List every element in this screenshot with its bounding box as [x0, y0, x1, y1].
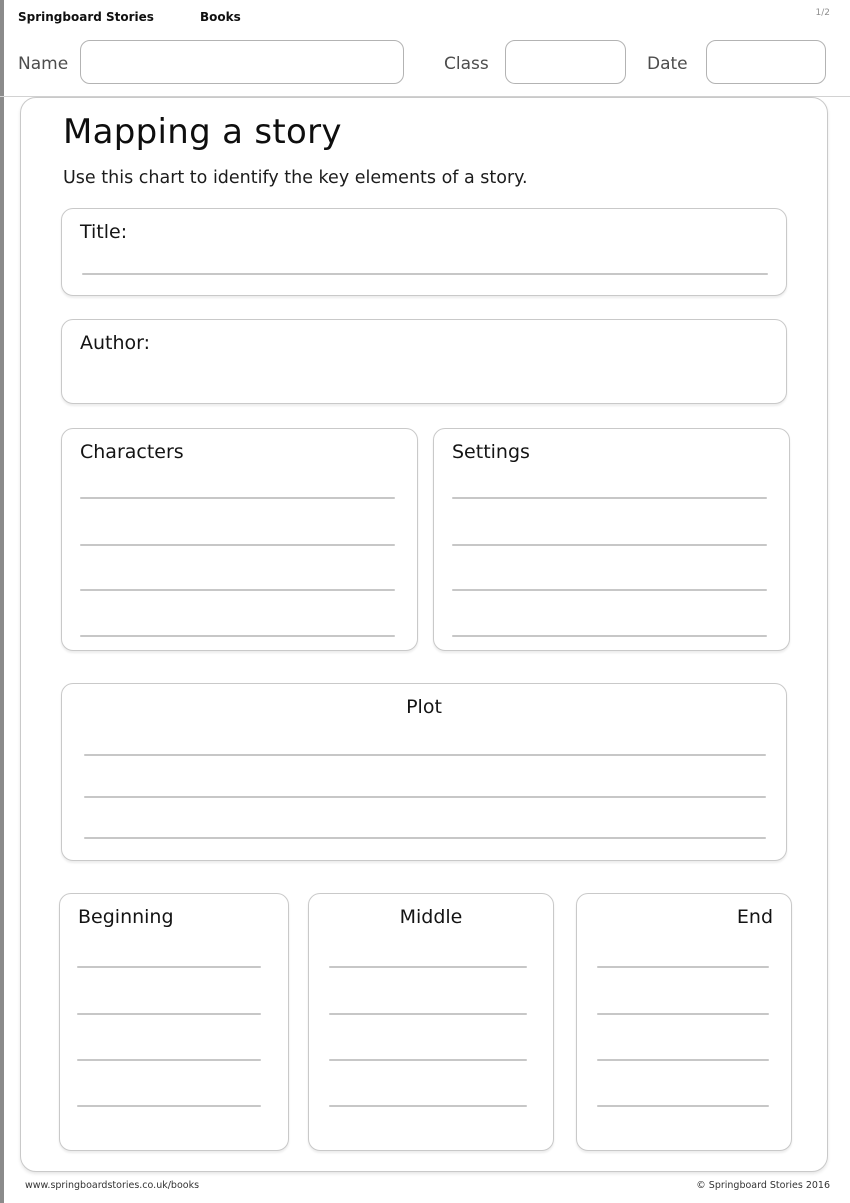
page-indicator: 1/2 [815, 8, 830, 18]
writing-line [84, 754, 766, 756]
writing-line [452, 635, 767, 637]
end-panel[interactable] [576, 893, 792, 1151]
page-edge-strip [0, 0, 4, 1203]
title-panel-label: Title: [80, 221, 128, 243]
middle-panel[interactable] [308, 893, 554, 1151]
name-input[interactable] [80, 40, 404, 84]
writing-line [329, 1059, 527, 1061]
writing-line [452, 589, 767, 591]
class-input[interactable] [505, 40, 626, 84]
title-panel[interactable] [61, 208, 787, 296]
writing-line [80, 589, 395, 591]
settings-panel-label: Settings [452, 441, 530, 463]
plot-panel-label: Plot [406, 696, 442, 718]
writing-line [80, 497, 395, 499]
beginning-panel[interactable] [59, 893, 289, 1151]
writing-line [80, 635, 395, 637]
worksheet-title: Mapping a story [63, 112, 342, 152]
writing-line [84, 796, 766, 798]
writing-line [329, 1105, 527, 1107]
writing-line [329, 966, 527, 968]
characters-panel[interactable] [61, 428, 418, 651]
beginning-panel-label: Beginning [78, 906, 174, 928]
writing-line [77, 1059, 261, 1061]
author-panel[interactable] [61, 319, 787, 404]
author-panel-label: Author: [80, 332, 151, 354]
footer-website: www.springboardstories.co.uk/books [25, 1180, 200, 1191]
plot-panel[interactable] [61, 683, 787, 861]
writing-line [597, 1013, 769, 1015]
writing-line [77, 1013, 261, 1015]
characters-panel-label: Characters [80, 441, 184, 463]
class-label: Class [444, 54, 489, 74]
brand-title: Springboard Stories [18, 10, 154, 24]
settings-panel[interactable] [433, 428, 790, 651]
writing-line [84, 837, 766, 839]
date-input[interactable] [706, 40, 826, 84]
writing-line [329, 1013, 527, 1015]
footer-copyright: © Springboard Stories 2016 [696, 1180, 830, 1191]
worksheet-instruction: Use this chart to identify the key elements of a story. [63, 168, 528, 188]
end-panel-label: End [736, 906, 773, 928]
date-label: Date [647, 54, 688, 74]
writing-line [597, 1059, 769, 1061]
writing-line [80, 544, 395, 546]
series-label: Books [200, 10, 241, 24]
writing-line [82, 273, 768, 275]
writing-line [452, 544, 767, 546]
writing-line [77, 1105, 261, 1107]
writing-line [77, 966, 261, 968]
middle-panel-label: Middle [399, 906, 463, 928]
writing-line [452, 497, 767, 499]
writing-line [597, 966, 769, 968]
worksheet-sheet [20, 97, 828, 1172]
name-label: Name [18, 54, 69, 74]
writing-line [597, 1105, 769, 1107]
